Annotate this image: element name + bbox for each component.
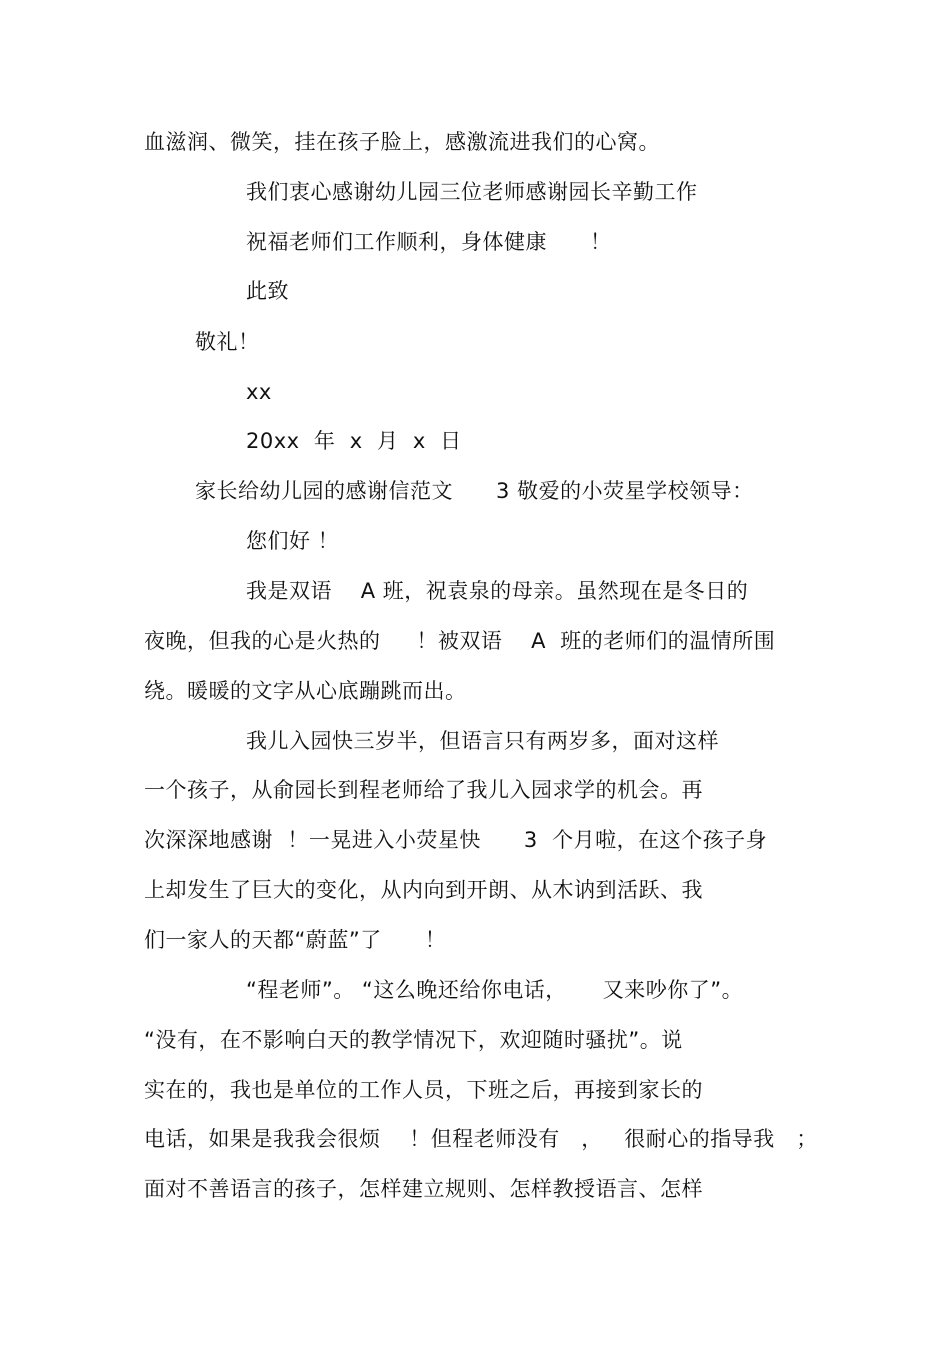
text-line-10: 我是双语 A 班，祝袁泉的母亲。虽然现在是冬日的 [246, 579, 749, 603]
text-line-greeting: 您们好 ！ [246, 529, 340, 553]
text-line-14: 一个孩子，从俞园长到程老师给了我儿入园求学的机会。再 [144, 778, 703, 802]
text-line-signature: xx [246, 380, 272, 404]
text-line-3: 祝福老师们工作顺利，身体健康 ！ [246, 230, 612, 254]
text-line-18: “程老师”。 “这么晚还给你电话， 又来吵你了”。 [246, 978, 744, 1002]
text-line-19: “没有，在不影响白天的教学情况下，欢迎随时骚扰”。说 [144, 1028, 683, 1052]
text-line-22: 面对不善语言的孩子，怎样建立规则、怎样教授语言、怎样 [144, 1177, 703, 1201]
text-line-16: 上却发生了巨大的变化，从内向到开朗、从木讷到活跃、我 [144, 878, 703, 902]
text-line-15: 次深深地感谢 ！一晃进入小荧星快 3 个月啦，在这个孩子身 [144, 828, 768, 852]
text-line-12: 绕。暖暖的文字从心底蹦跳而出。 [144, 679, 467, 703]
text-line-21: 电话，如果是我我会很烦 ！但程老师没有 ， 很耐心的指导我 ； [144, 1127, 818, 1151]
text-line-closing: 此致 [246, 279, 289, 303]
text-line-11: 夜晚，但我的心是火热的 ！被双语 A 班的老师们的温情所围 [144, 629, 776, 653]
text-line-13: 我儿入园快三岁半，但语言只有两岁多，面对这样 [246, 729, 719, 753]
text-line-heading: 家长给幼儿园的感谢信范文 3 敬爱的小荧星学校领导： [195, 479, 754, 503]
text-line-salute: 敬礼！ [195, 330, 260, 354]
text-line-17: 们一家人的天都“蔚蓝”了 ！ [144, 928, 447, 952]
text-line-1: 血滋润、微笑，挂在孩子脸上，感激流进我们的心窝。 [144, 130, 660, 154]
text-line-20: 实在的，我也是单位的工作人员，下班之后，再接到家长的 [144, 1078, 703, 1102]
text-line-date: 20xx 年 x 月 x 日 [246, 429, 462, 453]
text-line-2: 我们衷心感谢幼儿园三位老师感谢园长辛勤工作 [246, 180, 698, 204]
